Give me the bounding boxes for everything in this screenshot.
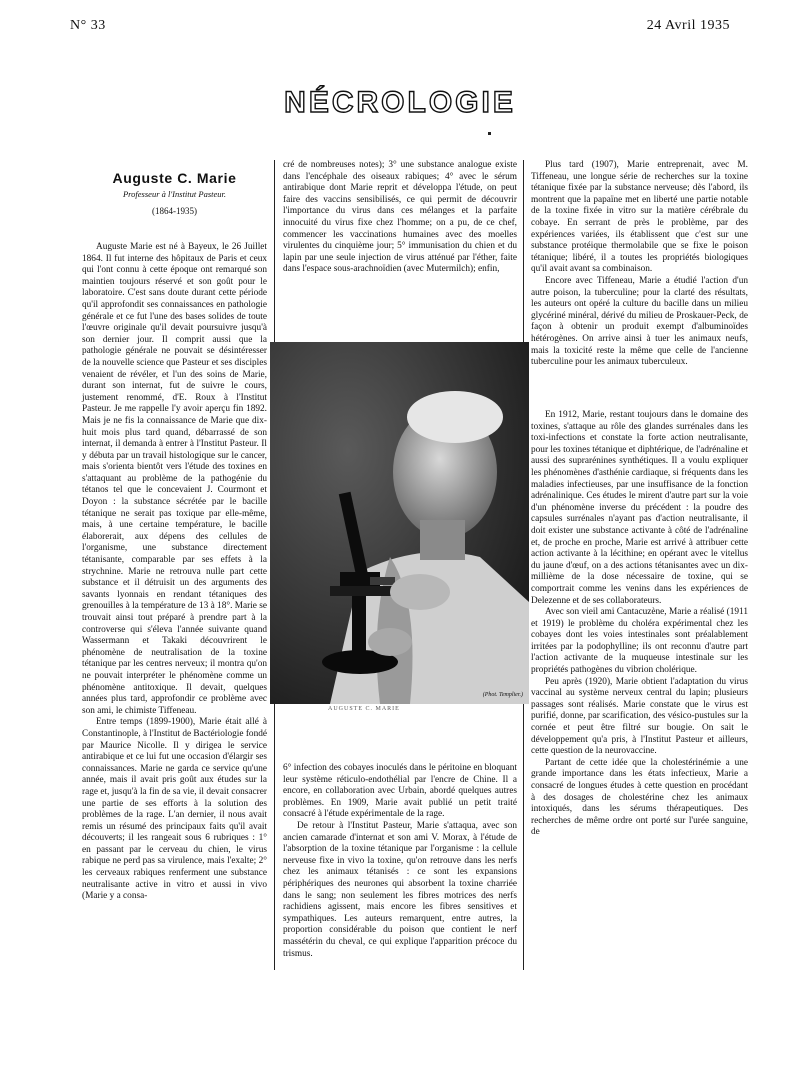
- paragraph: Plus tard (1907), Marie entreprenait, avec M. Tiffeneau, une longue série de recherches sur la toxine tétanique fixée par la substance nerveuse; dès l'abord, ils montrent que la papaïne met en liberté une partie notable de la toxine fixée in vitro sur la matière cérébrale du cobaye. En serrant de près le problème, par des expériences variées, ils établissent que c'est sur une substance protéique thermolabile que se fixe le poison tétanique; libéré, il a toutes les propriétés biologiques qu'il avait avant sa combinaison.: [531, 160, 748, 275]
- paragraph: En 1912, Marie, restant toujours dans le domaine des toxines, s'attaque au rôle des glandes surrénales dans les toxi-infections et constate la forte action neutralisante, pour les toxines tétanique et diphtérique, de l'adrénaline et aussi des suprarénines synthétiques. Il a voulu expliquer les phénomènes d'asthénie cardiaque, si fréquents dans les maladies infectieuses, par une insuffisance de la fonction adrénalinique. Ces études le mirent d'autre part sur la voie d'un phénomène inverse du précédent : la poudre des capsules surrénales n'ayant pas d'action neutralisante, il doit exister une substance activante à côté de l'adrénaline et, de proche en proche, Marie est arrivé à attribuer cette action activante à la lécithine; en opérant avec le vitellus du jaune d'œuf, on a des actions tétanisantes avec un dix-millième de la dose nécessaire de toxine, qui se comportrait comme les venins dans les expériences de Delezenne et de ses collaborateurs.: [531, 410, 748, 606]
- obituary-name: Auguste C. Marie: [112, 170, 237, 186]
- issue-number: N° 33: [70, 18, 106, 33]
- column-3-bottom: [531, 410, 748, 839]
- portrait-image: [270, 342, 529, 704]
- paragraph: Entre temps (1899-1900), Marie était allé à Constantinople, à l'Institut de Bactériologie fondé par Maurice Nicolle. Il y dirigea le service antirabique et ce lui fut une occasion d'élargir ses connaissances. Marie ne garda ce service qu'une année, mais il avait pris goût aux études sur la rage et, jusqu'à la fin de sa vie, il devait consacrer une partie de ses efforts à la solution des problèmes de la rage. L'an dernier, il nous avait remis un résumé des principaux faits qu'il avait découverts; il les rangeait sous 6 rubriques : 1° en passant par le cerveau du chien, le virus rabique ne perd pas sa virulence, mais l'exalte; 2° les cerveaux rabiques renferment une substance neutralisante active in vitro et aussi in vivo (Marie y a consa-: [82, 717, 267, 902]
- paragraph: Partant de cette idée que la cholestérinémie a une grande importance dans les états infectieux, Marie a consacré de longues études à cette question en procédant à des dosages de cholestérine chez les animaux intoxiqués, dans les sérums thérapeutiques. Des recherches de même ordre ont porté sur l'urée sanguine, de: [531, 757, 748, 838]
- section-title: NÉCROLOGIE: [284, 86, 516, 119]
- paragraph: 6° infection des cobayes inoculés dans le péritoine en bloquant leur système réticulo-endothélial par l'encre de Chine. Il a encore, en collaboration avec Urbain, abordé quelques autres problèmes. En 1909, Marie avait publié un petit traité consacré à l'étude expérimentale de la rage.: [283, 763, 517, 820]
- column-2-top: [283, 160, 517, 276]
- ornament-dot: [488, 132, 491, 135]
- paragraph: De retour à l'Institut Pasteur, Marie s'attaqua, avec son ancien camarade d'internat et son ami V. Morax, à l'étude de l'absorption de la toxine tétanique par l'organisme : la cellule nerveuse fixe in vivo la toxine, qu'on retrouve dans les nerfs chez les animaux tétanisés : ce sont les expansions périphériques des neurones qui absorbent la toxine charriée dans le sang; non seulement les fibres motrices des nerfs rachidiens agissent, mais encore les fibres sensitives et sympathiques. Les auteurs remarquent, entre autres, la proportion considérable du poison que contient le nerf massétérin du cheval, ce qui explique l'apparition précoce du trismus.: [283, 820, 517, 959]
- paragraph: Avec son vieil ami Cantacuzène, Marie a réalisé (1911 et 1919) le problème du choléra expérimental chez les cobayes dont les voies intestinales sont préalablement irritées par la podophylline; ils ont reconnu d'autre part l'action activante de la muqueuse intestinale sur les propriétés pathogènes du vibrion cholérique.: [531, 607, 748, 676]
- photo-caption: AUGUSTE C. MARIE: [328, 706, 400, 712]
- portrait-photo: [270, 342, 529, 704]
- paragraph: Encore avec Tiffeneau, Marie a étudié l'action d'un autre poison, la tuberculine; pour la clarté des résultats, les auteurs ont opéré la culture du bacille dans un milieu glycériné minéral, dérivé du milieu de Proskauer-Peck, de façon à obtenir un produit exempt d'albuminoïdes hétérogènes. On arrive ainsi à tuer les animaux neufs, mais la toxicité reste la même que celle de l'ancienne tuberculine pour les animaux tuberculeux.: [531, 275, 748, 368]
- paragraph: Auguste Marie est né à Bayeux, le 26 Juillet 1864. Il fut interne des hôpitaux de Paris et ceux qui l'ont connu à cette époque ont remarqué son maintien toujours réservé et son goût pour le laboratoire. C'est sans doute durant cette période qu'il approfondit ses connaissances en pathologie générale et ce fut l'une des bases solides de toute l'œuvre originale qu'il devait poursuivre jusqu'à son dernier jour. Il comprit aussi que la pathologie générale ne pouvait se désintéresser de la nouvelle science que Pasteur et ses disciples venaient de révéler, et l'un des soins de Marie, durant son internat, fut de suivre le cours, justement renommé, d'E. Roux à l'Institut Pasteur. Je me rappelle l'y avoir aperçu fin 1892. Mais je ne fis la connaissance de Marie que dix-huit mois plus tard quand, débarrassé de son internat, il demanda à entrer à l'Institut Pasteur. Il y débuta par un travail histologique sur le cancer, mais s'orienta bientôt vers l'étude des toxines en s'attaquant au problème de la pathogénie du tétanos tel que le concevaient J. Courmont et Doyon : la substance sécrétée par le bacille tétanique ne serait pas toxique par elle-même, mais, à une certaine température, le bacille élaborerait, aux dépens des cellules de l'organisme, une substance directement tétanisante, comparable par ses effets à la strychnine. Marie ne retrouva nulle part cette substance et il détruisit un des arguments des savants lyonnais en rendant tétaniques des grenouilles à la température de 13 à 18°. Marie se trouvait ainsi tout préparé à prendre part à la controverse qui s'éleva l'année suivante quand Wassermann et Takaki découvrirent le phénomène de neutralisation de la toxine tétanique par les centres nerveux; il montra qu'on ne pouvait interpréter le phénomène comme un phénomène antitoxique. Il devait, quelques années plus tard, approfondir ce problème avec son ami, le chimiste Tiffeneau.: [82, 242, 267, 716]
- obituary-role: Professeur à l'Institut Pasteur.: [122, 189, 227, 199]
- paragraph: cré de nombreuses notes); 3° une substance analogue existe dans l'encéphale des oiseaux rabiques; 4° avec le sérum antirabique dont Marie reprit et développa l'étude, on peut faire des vaccins sensibilisés, ce qui permit de découvrir l'importance du virus dans ces mélanges et la parfaite innocuité du virus fixe chez l'homme; on a pu, de ce chef, commencer les vaccinations humaines avec des moelles virulentes du cinquième jour; 5° immunisation du chien et du lapin par une seule injection de virus atténué par l'éther, faite dans l'espace sous-arachnoïdien (avec Mutermilch); enfin,: [283, 160, 517, 275]
- column-1: [82, 242, 267, 903]
- paragraph: Peu après (1920), Marie obtient l'adaptation du virus vaccinal au système nerveux central du lapin; plusieurs passages sont réalisés. Marie constate que le virus est purifié, donne, par scarification, des vésico-pustules sur la cornée et peut être filtré sur bougie. On sait le développement qu'a pris, à l'Institut Pasteur et ailleurs, cette question de la neurovaccine.: [531, 676, 748, 757]
- column-3-top: [531, 160, 748, 369]
- column-2-bottom: [283, 763, 517, 960]
- issue-date: 24 Avril 1935: [646, 18, 730, 33]
- obituary-years: (1864-1935): [152, 206, 197, 216]
- photo-credit: (Phot. Templier.): [482, 692, 523, 698]
